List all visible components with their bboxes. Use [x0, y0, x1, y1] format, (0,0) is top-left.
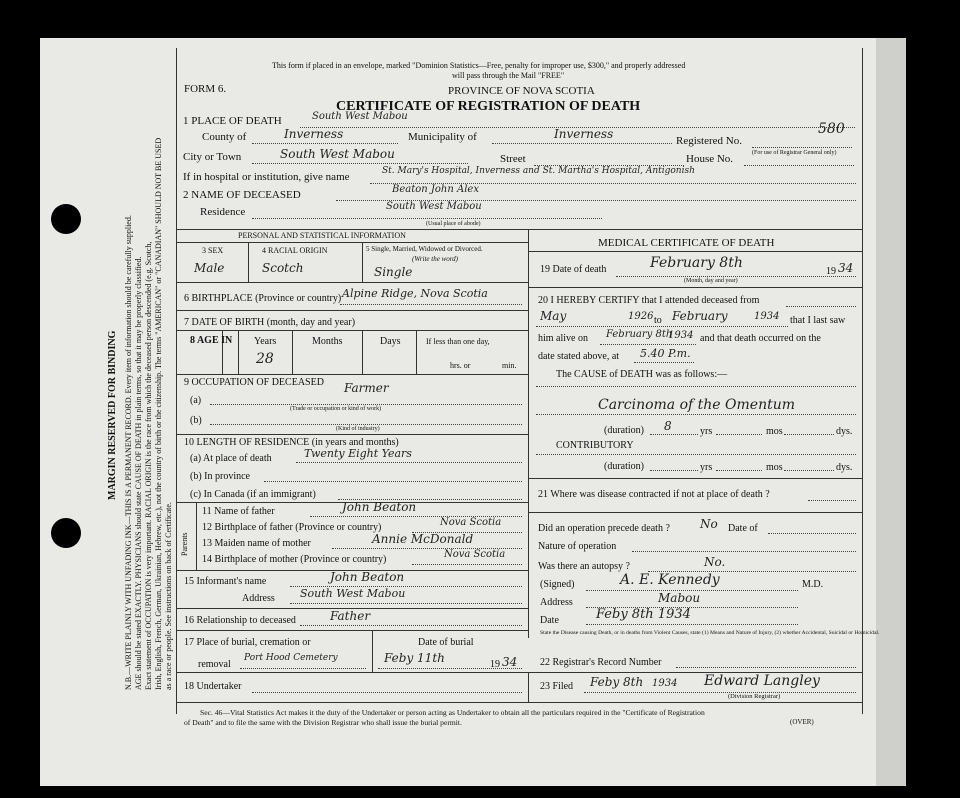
- province-heading: PROVINCE OF NOVA SCOTIA: [448, 85, 595, 97]
- rule: [290, 603, 522, 604]
- burial-label: 17 Place of burial, cremation or: [184, 637, 311, 648]
- father-birthplace-label: 12 Birthplace of father (Province or country): [202, 522, 382, 533]
- record-number-label: 22 Registrar's Record Number: [540, 657, 662, 668]
- last-alive-value: February 8th: [606, 329, 673, 340]
- father-label: 11 Name of father: [202, 506, 275, 517]
- residence-label: Residence: [200, 206, 246, 218]
- cell-divider: [292, 330, 293, 374]
- birthplace-value: Alpine Ridge, Nova Scotia: [342, 287, 488, 300]
- rule: [808, 500, 856, 501]
- burial-year-value: 34: [502, 655, 518, 669]
- at-place-label: (a) At place of death: [190, 453, 272, 464]
- cell-divider: [196, 502, 197, 570]
- death-occurred-label: and that death occurred on the: [700, 333, 821, 344]
- marital-label: 5 Single, Married, Widowed or Divorced.: [366, 245, 483, 253]
- to-label: to: [654, 315, 662, 326]
- attended-from-year: 1926: [628, 311, 654, 322]
- personal-header: PERSONAL AND STATISTICAL INFORMATION: [238, 231, 406, 240]
- rule: [744, 165, 854, 166]
- rule: [252, 692, 522, 693]
- age-years-value: 28: [256, 351, 274, 367]
- rule: [536, 386, 856, 387]
- county-label: County of: [202, 131, 247, 143]
- in-canada-label: (c) In Canada (if an immigrant): [190, 489, 316, 500]
- attended-from-value: May: [540, 309, 567, 323]
- yrs-label-2: yrs: [700, 462, 713, 473]
- informant-address-value: South West Mabou: [300, 587, 406, 600]
- autopsy-value: No.: [704, 555, 726, 569]
- last-alive-year: 1934: [668, 330, 694, 341]
- occ-a-label: (a): [190, 395, 202, 406]
- registered-no-label: Registered No.: [676, 135, 742, 147]
- rule: [716, 470, 762, 471]
- house-no-label: House No.: [686, 153, 734, 165]
- attended-to-value: February: [672, 309, 728, 323]
- rule: [768, 533, 856, 534]
- informant-address-label: Address: [242, 593, 275, 604]
- footer-over: (OVER): [790, 718, 814, 726]
- rule: [584, 692, 856, 693]
- division-registrar-note: (Division Registrar): [728, 693, 781, 700]
- rule: [634, 362, 694, 363]
- dys-label-2: dys.: [836, 462, 853, 473]
- filed-date-value: Feby 8th: [590, 675, 644, 689]
- rule: [528, 478, 862, 479]
- punch-hole-bottom: [51, 518, 81, 548]
- operation-label: Did an operation precede death ?: [538, 523, 670, 534]
- filed-year-value: 1934: [652, 678, 678, 689]
- rule: [528, 251, 862, 252]
- birthplace-label: 6 BIRTHPLACE (Province or country): [184, 293, 342, 304]
- rule: [536, 454, 856, 455]
- undertaker-label: 18 Undertaker: [184, 681, 242, 692]
- rule: [586, 624, 798, 625]
- municipality-value: Inverness: [554, 127, 614, 141]
- father-birthplace-value: Nova Scotia: [440, 517, 502, 528]
- rule: [600, 344, 696, 345]
- rule: [240, 668, 366, 669]
- rule: [650, 470, 698, 471]
- date-stated-label: date stated above, at: [538, 351, 620, 362]
- rule: [784, 470, 834, 471]
- duration-value: 8: [664, 419, 672, 433]
- name-value: Beaton John Alex: [392, 184, 479, 195]
- informant-label: 15 Informant's name: [184, 576, 267, 587]
- age-label: 8 AGE IN: [190, 335, 233, 346]
- occupation-label: 9 OCCUPATION OF DECEASED: [184, 377, 324, 388]
- years-label: Years: [254, 336, 277, 347]
- burial-year-prefix: 19: [490, 659, 500, 670]
- mos-label: mos: [766, 426, 783, 437]
- rule: [176, 242, 528, 243]
- rule: [676, 667, 856, 668]
- autopsy-label: Was there an autopsy ?: [538, 561, 630, 572]
- rule: [716, 434, 762, 435]
- duration-label-2: (duration): [604, 461, 644, 472]
- dob-label: 7 DATE OF BIRTH (month, day and year): [184, 317, 356, 328]
- rule: [752, 147, 852, 148]
- top-notice-line1: This form if placed in an envelope, marked "Dominion Statistics—Free, penalty for improper use, $300," and properly addressed: [272, 61, 686, 70]
- hospital-value: St. Mary's Hospital, Inverness and St. Martha's Hospital, Antigonish: [382, 166, 695, 176]
- nature-label: Nature of operation: [538, 541, 617, 552]
- punch-hole-top: [51, 204, 81, 234]
- rule: [252, 143, 398, 144]
- rule: [528, 287, 862, 288]
- form-right-border: [862, 48, 863, 714]
- rule: [378, 668, 522, 669]
- hospital-label: If in hospital or institution, give name: [183, 171, 350, 183]
- rule: [176, 330, 528, 331]
- rule: [536, 326, 788, 327]
- rule: [528, 512, 862, 513]
- signed-label: (Signed): [540, 579, 575, 590]
- city-value: South West Mabou: [280, 147, 395, 161]
- parents-label: Parents: [180, 532, 189, 556]
- registered-no-value: 580: [818, 121, 845, 137]
- margin-instruction-1: N.B.—WRITE PLAINLY WITH UNFADING INK—THIS IS A PERMANENT RECORD. Every item of information should be carefully supplied.: [124, 215, 133, 690]
- residence-length-label: 10 LENGTH OF RESIDENCE (in years and months): [184, 437, 399, 448]
- marital-note: (Write the word): [412, 255, 459, 263]
- rule: [300, 625, 522, 626]
- occ-a-note: (Trade or occupation or kind of work): [290, 406, 382, 412]
- rule: [176, 310, 528, 311]
- racial-origin-value: Scotch: [262, 261, 304, 275]
- occ-b-label: (b): [190, 415, 202, 426]
- time-of-death-value: 5.40 P.m.: [640, 347, 691, 360]
- yrs-label: yrs: [700, 426, 713, 437]
- rule: [210, 424, 522, 425]
- registrar-signature: Edward Langley: [704, 673, 820, 689]
- cell-divider: [362, 330, 363, 374]
- rule: [786, 306, 856, 307]
- last-saw-label: that I last saw: [790, 315, 846, 326]
- contracted-label: 21 Where was disease contracted if not at place of death ?: [538, 489, 770, 500]
- margin-instruction-3: Exact statement of OCCUPATION is very important. RACIAL ORIGIN is the race from which the deceased person descended (e.g. Scotch,: [144, 241, 153, 690]
- racial-origin-label: 4 RACIAL ORIGIN: [262, 246, 328, 255]
- column-divider: [528, 672, 529, 702]
- rule: [340, 304, 522, 305]
- date-of-death-value: February 8th: [650, 255, 743, 271]
- cell-divider: [372, 630, 373, 672]
- city-label: City or Town: [183, 151, 242, 163]
- rule: [650, 434, 698, 435]
- med-address-label: Address: [540, 597, 573, 608]
- margin-binding-label: MARGIN RESERVED FOR BINDING: [107, 330, 118, 500]
- rule: [264, 481, 522, 482]
- street-label: Street: [500, 153, 526, 165]
- md-label: M.D.: [802, 579, 824, 590]
- rule: [252, 218, 602, 219]
- operation-value: No: [700, 517, 718, 531]
- removal-label: removal: [198, 659, 231, 670]
- place-of-death-label: 1 PLACE OF DEATH: [183, 115, 282, 127]
- county-value: Inverness: [284, 127, 344, 141]
- date-of-burial-label: Date of burial: [418, 637, 474, 648]
- mos-label-2: mos: [766, 462, 783, 473]
- rule: [632, 551, 856, 552]
- med-date-value: Feby 8th 1934: [596, 607, 691, 622]
- name-label: 2 NAME OF DECEASED: [183, 189, 301, 201]
- in-province-label: (b) In province: [190, 471, 250, 482]
- rule: [252, 163, 468, 164]
- mother-value: Annie McDonald: [372, 532, 474, 546]
- usual-abode-note: (Usual place of abode): [426, 221, 481, 227]
- at-place-value: Twenty Eight Years: [304, 447, 412, 460]
- operation-date-label: Date of: [728, 523, 758, 534]
- rule: [210, 404, 522, 405]
- contributory-label: CONTRIBUTORY: [556, 440, 634, 451]
- cell-divider: [416, 330, 417, 374]
- margin-instruction-4: Irish, English, French, German, Ukrainian, Hebrew, etc.), not the country of birth or the citizenship. The terms "AMERICAN" or "CANADIAN" SHOULD NOT BE USED: [154, 137, 163, 690]
- med-date-label: Date: [540, 615, 559, 626]
- marital-value: Single: [374, 265, 413, 279]
- medical-header: MEDICAL CERTIFICATE OF DEATH: [598, 237, 775, 249]
- sex-value: Male: [194, 261, 225, 275]
- relationship-value: Father: [330, 609, 371, 623]
- cell-divider: [238, 330, 239, 374]
- rule: [176, 702, 862, 703]
- less-day-label: If less than one day,: [426, 337, 490, 346]
- rule: [176, 374, 528, 375]
- min-label: min.: [502, 361, 517, 370]
- burial-place-value: Port Hood Cemetery: [244, 653, 338, 663]
- months-label: Months: [312, 336, 343, 347]
- municipality-label: Municipality of: [408, 131, 477, 143]
- scan-edge: [876, 38, 906, 786]
- mother-birthplace-label: 14 Birthplace of mother (Province or country): [202, 554, 387, 565]
- days-label: Days: [380, 336, 401, 347]
- filed-label: 23 Filed: [540, 681, 574, 692]
- certificate-title: CERTIFICATE OF REGISTRATION OF DEATH: [336, 99, 641, 114]
- rule: [536, 414, 856, 415]
- mother-label: 13 Maiden name of mother: [202, 538, 311, 549]
- cell-divider: [248, 242, 249, 282]
- footer-line2: of Death" and to file the same with the Division Registrar who shall issue the burial permit.: [184, 718, 462, 727]
- occupation-value: Farmer: [344, 381, 389, 395]
- section-rule: [176, 229, 862, 230]
- father-value: John Beaton: [342, 500, 417, 514]
- him-alive-label: him alive on: [538, 333, 588, 344]
- death-year-value: 34: [838, 261, 854, 275]
- top-notice-line2: will pass through the Mail "FREE": [452, 71, 565, 80]
- column-divider: [528, 229, 529, 638]
- margin-instruction-2: AGE should be stated EXACTLY. PHYSICIANS should state CAUSE OF DEATH in plain terms, so that it may be properly classified.: [134, 256, 143, 690]
- rule: [616, 276, 856, 277]
- duration-label: (duration): [604, 425, 644, 436]
- signature-value: A. E. Kennedy: [620, 572, 720, 588]
- form-left-border: [176, 48, 177, 714]
- rule: [176, 282, 528, 283]
- state-disease-note: State the Disease causing Death, or in deaths from Violent Causes, state (1) Means and Nature of Injury, (2) whether Accidental, Suicidal or Homicidal.: [540, 630, 880, 636]
- mother-birthplace-value: Nova Scotia: [444, 549, 506, 560]
- rule: [176, 434, 528, 435]
- date-of-death-label: 19 Date of death: [540, 264, 607, 275]
- informant-value: John Beaton: [330, 570, 405, 584]
- relationship-label: 16 Relationship to deceased: [184, 615, 296, 626]
- hrs-label: hrs. or: [450, 361, 471, 370]
- residence-value: South West Mabou: [386, 201, 482, 212]
- form-number: FORM 6.: [184, 83, 227, 95]
- sex-label: 3 SEX: [202, 246, 224, 255]
- margin-instruction-5: as a race or people. See instructions on back of Certificate.: [164, 502, 173, 690]
- occ-b-note: (Kind of industry): [336, 426, 380, 432]
- death-year-prefix: 19: [826, 266, 836, 277]
- rule: [296, 462, 522, 463]
- attended-to-year: 1934: [754, 311, 780, 322]
- cause-of-death-value: Carcinoma of the Omentum: [598, 397, 795, 413]
- place-of-death-value: South West Mabou: [312, 111, 408, 122]
- cause-label: The CAUSE of DEATH was as follows:—: [556, 369, 728, 380]
- rule: [784, 434, 834, 435]
- dys-label: dys.: [836, 426, 853, 437]
- rule: [176, 630, 528, 631]
- rule: [412, 564, 522, 565]
- footer-line1: Sec. 46—Vital Statistics Act makes it the duty of the Undertaker or person acting as Undertaker to obtain all the particulars required in the "Certificate of Registration: [200, 708, 705, 717]
- cell-divider: [362, 242, 363, 282]
- month-day-note: (Month, day and year): [684, 278, 738, 284]
- rule: [492, 143, 672, 144]
- med-address-value: Mabou: [658, 591, 701, 605]
- certify-label: 20 I HEREBY CERTIFY that I attended deceased from: [538, 295, 760, 306]
- burial-date-value: Feby 11th: [384, 651, 445, 665]
- registrar-general-note: (For use of Registrar General only): [752, 150, 837, 156]
